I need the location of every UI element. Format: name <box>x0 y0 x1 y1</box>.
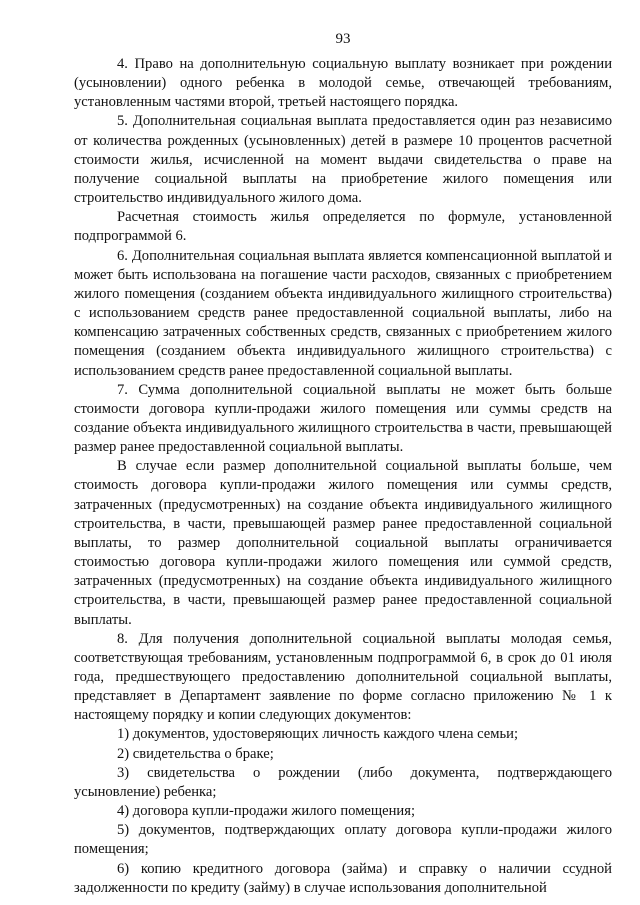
paragraph-item-7: 7. Сумма дополнительной социальной выплаты не может быть больше стоимости договора купли-продажи жилого помещения или суммы средств на создание объекта индивидуального жилищного строительства в части, превышающей размер ранее предоставленной социальной выплаты. <box>74 381 612 456</box>
paragraph-item-6: 6. Дополнительная социальная выплата является компенсационной выплатой и может быть использована на погашение части расходов, связанных с приобретением жилого помещения (созданием объекта индивидуального жилищного строительства) с использованием средств ранее предоставленной социальной выплаты, либо на компенсацию затраченных собственных средств, связанных с приобретением жилого помещения (созданием объекта индивидуального жилищного строительства) с использованием средств ранее предоставленной социальной выплаты. <box>74 247 612 379</box>
page-number: 93 <box>335 31 351 47</box>
list-item-5: 5) документов, подтверждающих оплату договора купли-продажи жилого помещения; <box>74 822 612 858</box>
paragraph-item-5: 5. Дополнительная социальная выплата предоставляется один раз независимо от количества рожденных (усыновленных) детей в размере 10 процентов расчетной стоимости жилья, исчисленной на момент выдачи свидетельства о праве на получение социальной выплаты на приобретение жилого помещения или строительство индивидуального жилого дома. <box>74 113 612 207</box>
paragraph-excess-case: В случае если размер дополнительной социальной выплаты больше, чем стоимость договора купли-продажи жилого помещения или суммы средств, затраченных (предусмотренных) на создание объекта индивидуального жилищного строительства, в части, превышающей размер ранее предоставленной социальной выплаты, то размер дополнительной социальной выплаты ограничивается стоимостью договора купли-продажи жилого помещения или суммой средств, затраченных (предусмотренных) на создание объекта индивидуального жилищного строительства, в части, превышающей размер ранее предоставленной социальной выплаты. <box>74 458 612 628</box>
list-item-3: 3) свидетельства о рождении (либо документа, подтверждающего усыновление) ребенка; <box>74 764 612 800</box>
paragraph-estimated-cost: Расчетная стоимость жилья определяется по формуле, установленной подпрограммой 6. <box>74 209 612 245</box>
list-item-2: 2) свидетельства о браке; <box>117 745 274 762</box>
list-item-4: 4) договора купли-продажи жилого помещения; <box>117 803 416 820</box>
list-item-6: 6) копию кредитного договора (займа) и справку о наличии ссудной задолженности по кредиту (займу) в случае использования дополнительной <box>74 860 612 896</box>
document-body <box>74 55 612 898</box>
paragraph-item-8: 8. Для получения дополнительной социальной выплаты молодая семья, соответствующая требованиям, установленным подпрограммой 6, в срок до 01 июля года, предшествующего предоставлению дополнительной социальной выплаты, представляет в Департамент заявление по форме согласно приложению № 1 к настоящему порядку и копии следующих документов: <box>74 630 612 724</box>
list-item-1: 1) документов, удостоверяющих личность каждого члена семьи; <box>117 726 519 743</box>
paragraph-item-4: 4. Право на дополнительную социальную выплату возникает при рождении (усыновлении) одного ребенка в молодой семье, отвечающей требованиям, установленным частями второй, третьей настоящего порядка. <box>74 56 612 111</box>
